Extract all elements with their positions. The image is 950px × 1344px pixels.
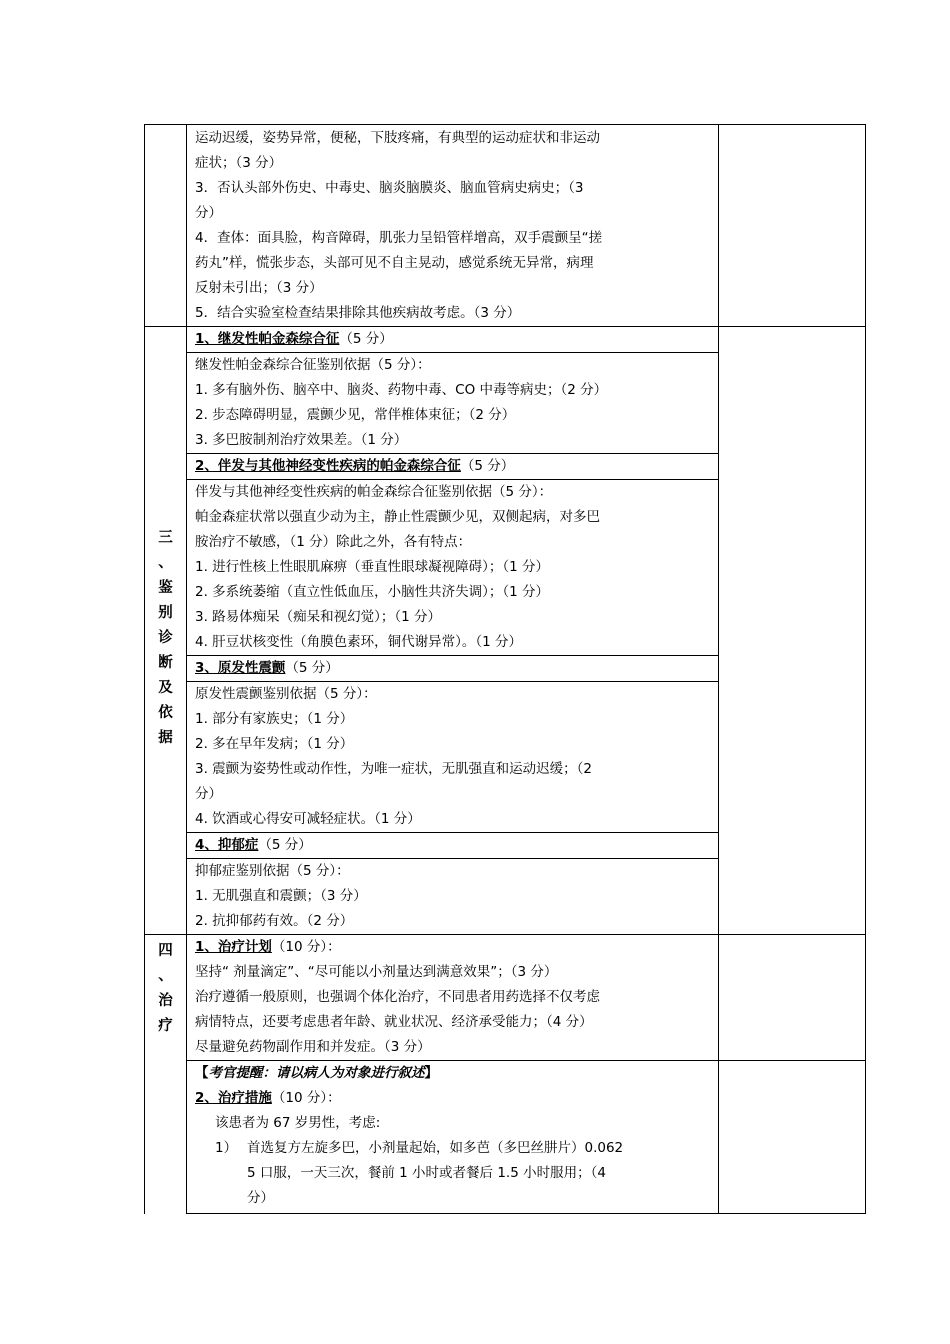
list-item: 2. 多系统萎缩（直立性低血压，小脑性共济失调）；（1 分）	[195, 584, 550, 600]
list-item: 2. 步态障碍明显，震颤少见，常伴椎体束征；（2 分）	[195, 407, 516, 423]
title-char: 依	[158, 705, 173, 721]
score-cell	[719, 327, 866, 935]
text-line: 反射未引出；（3 分）	[195, 280, 323, 296]
grading-table	[144, 124, 866, 1214]
text-line: 分）	[195, 205, 222, 221]
title-char: 鉴	[158, 580, 173, 596]
score-cell	[719, 125, 866, 327]
content-cell	[187, 1061, 719, 1214]
subheading-treatment-plan: 1、治疗计划（10 分）：	[195, 939, 341, 955]
list-item: 3. 多巴胺制剂治疗效果差。（1 分）	[195, 432, 408, 448]
text-line: 4．查体：面具脸，构音障碍，肌张力呈铅管样增高，双手震颤呈“搓	[195, 230, 603, 246]
text-line: 伴发与其他神经变性疾病的帕金森综合征鉴别依据（5 分）：	[195, 484, 553, 500]
list-item	[187, 1136, 718, 1211]
subheading-essential-tremor: 3、原发性震颤（5 分）	[187, 656, 718, 682]
text-line: 继发性帕金森综合征鉴别依据（5 分）：	[195, 357, 431, 373]
list-item: 2. 多在早年发病；（1 分）	[195, 736, 354, 752]
text-line: 原发性震颤鉴别依据（5 分）：	[195, 686, 377, 702]
section-title-treatment	[145, 935, 187, 1214]
title-char: 疗	[158, 1018, 173, 1034]
title-char: 别	[158, 605, 173, 621]
section-title-cell	[145, 125, 187, 327]
text-line: 5．结合实验室检查结果排除其他疾病故考虑。（3 分）	[195, 305, 521, 321]
score-cell	[719, 1061, 866, 1214]
list-number: 1）	[215, 1140, 238, 1156]
title-char: 断	[158, 655, 173, 671]
row-treatment-measures	[145, 1061, 866, 1214]
subheading-treatment-measures: 2、治疗措施（10 分）：	[195, 1090, 341, 1106]
list-item: 1. 进行性核上性眼肌麻痹（垂直性眼球凝视障碍）；（1 分）	[195, 559, 550, 575]
text-line: 首选复方左旋多巴，小剂量起始，如多芭（多巴丝肼片）0.062	[247, 1140, 624, 1156]
list-item: 3. 路易体痴呆（痴呆和视幻觉）；（1 分）	[195, 609, 442, 625]
list-item: 4. 饮酒或心得安可减轻症状。（1 分）	[195, 811, 421, 827]
title-char: 四	[158, 943, 173, 959]
examiner-remark: 【考官提醒：请以病人为对象进行叙述】	[195, 1065, 438, 1081]
subheading-depression: 4、抑郁症（5 分）	[187, 833, 718, 859]
list-item: 1. 部分有家族史；（1 分）	[195, 711, 354, 727]
title-char: 诊	[158, 630, 173, 646]
text-line: 治疗遵循一般原则，也强调个体化治疗，不同患者用药选择不仅考虑	[195, 989, 600, 1005]
text-line: 该患者为 67 岁男性，考虑:	[215, 1115, 381, 1131]
list-item: 分）	[195, 786, 222, 802]
title-char: 三	[158, 530, 173, 546]
subheading-neurodegenerative-parkinsonism: 2、伴发与其他神经变性疾病的帕金森综合征（5 分）	[187, 454, 718, 480]
row-treatment	[145, 935, 866, 1061]
section-title-differential	[145, 327, 187, 935]
row-differential-diagnosis	[145, 327, 866, 935]
content-cell	[187, 935, 719, 1061]
text-line: 抑郁症鉴别依据（5 分）：	[195, 863, 350, 879]
text-line: 运动迟缓，姿势异常，便秘，下肢疼痛，有典型的运动症状和非运动	[195, 130, 600, 146]
block-essential-tremor	[187, 682, 718, 833]
list-item: 4. 肝豆状核变性（角膜色素环，铜代谢异常）。（1 分）	[195, 634, 523, 650]
title-char: 及	[158, 680, 173, 696]
text-line: 胺治疗不敏感，（1 分）除此之外，各有特点：	[195, 534, 472, 550]
block-neurodegenerative-parkinsonism	[187, 480, 718, 656]
text-line: 症状；（3 分）	[195, 155, 283, 171]
score-cell	[719, 935, 866, 1061]
text-line: 尽量避免药物副作用和并发症。（3 分）	[195, 1039, 431, 1055]
title-char: 治	[158, 993, 173, 1009]
block-depression	[187, 859, 718, 934]
text-line: 病情特点，还要考虑患者年龄、就业状况、经济承受能力；（4 分）	[195, 1014, 593, 1030]
list-item: 1. 无肌强直和震颤；（3 分）	[195, 888, 367, 904]
subheading-secondary-parkinsonism: 1、继发性帕金森综合征（5 分）	[187, 327, 718, 353]
content-cell	[187, 125, 719, 327]
list-item: 1. 多有脑外伤、脑卒中、脑炎、药物中毒、CO 中毒等病史；（2 分）	[195, 382, 608, 398]
title-char: 、	[158, 968, 173, 984]
row-diagnosis-basis-continued	[145, 125, 866, 327]
text-line: 分）	[247, 1190, 274, 1206]
text-line: 帕金森症状常以强直少动为主，静止性震颤少见，双侧起病，对多巴	[195, 509, 600, 525]
list-item: 2. 抗抑郁药有效。（2 分）	[195, 913, 354, 929]
list-item: 3. 震颤为姿势性或动作性，为唯一症状，无肌强直和运动迟缓；（2	[195, 761, 593, 777]
block-secondary-parkinsonism	[187, 353, 718, 454]
title-char: 、	[158, 555, 173, 571]
text-line: 5 口服，一天三次，餐前 1 小时或者餐后 1.5 小时服用；（4	[247, 1165, 606, 1181]
text-line: 坚持“ 剂量滴定”、“尽可能以小剂量达到满意效果”；（3 分）	[195, 964, 558, 980]
title-char: 据	[158, 730, 173, 746]
text-line: 药丸”样，慌张步态，头部可见不自主晃动，感觉系统无异常，病理	[195, 255, 594, 271]
text-line: 3．否认头部外伤史、中毒史、脑炎脑膜炎、脑血管病史病史；（3	[195, 180, 584, 196]
content-cell	[187, 327, 719, 935]
